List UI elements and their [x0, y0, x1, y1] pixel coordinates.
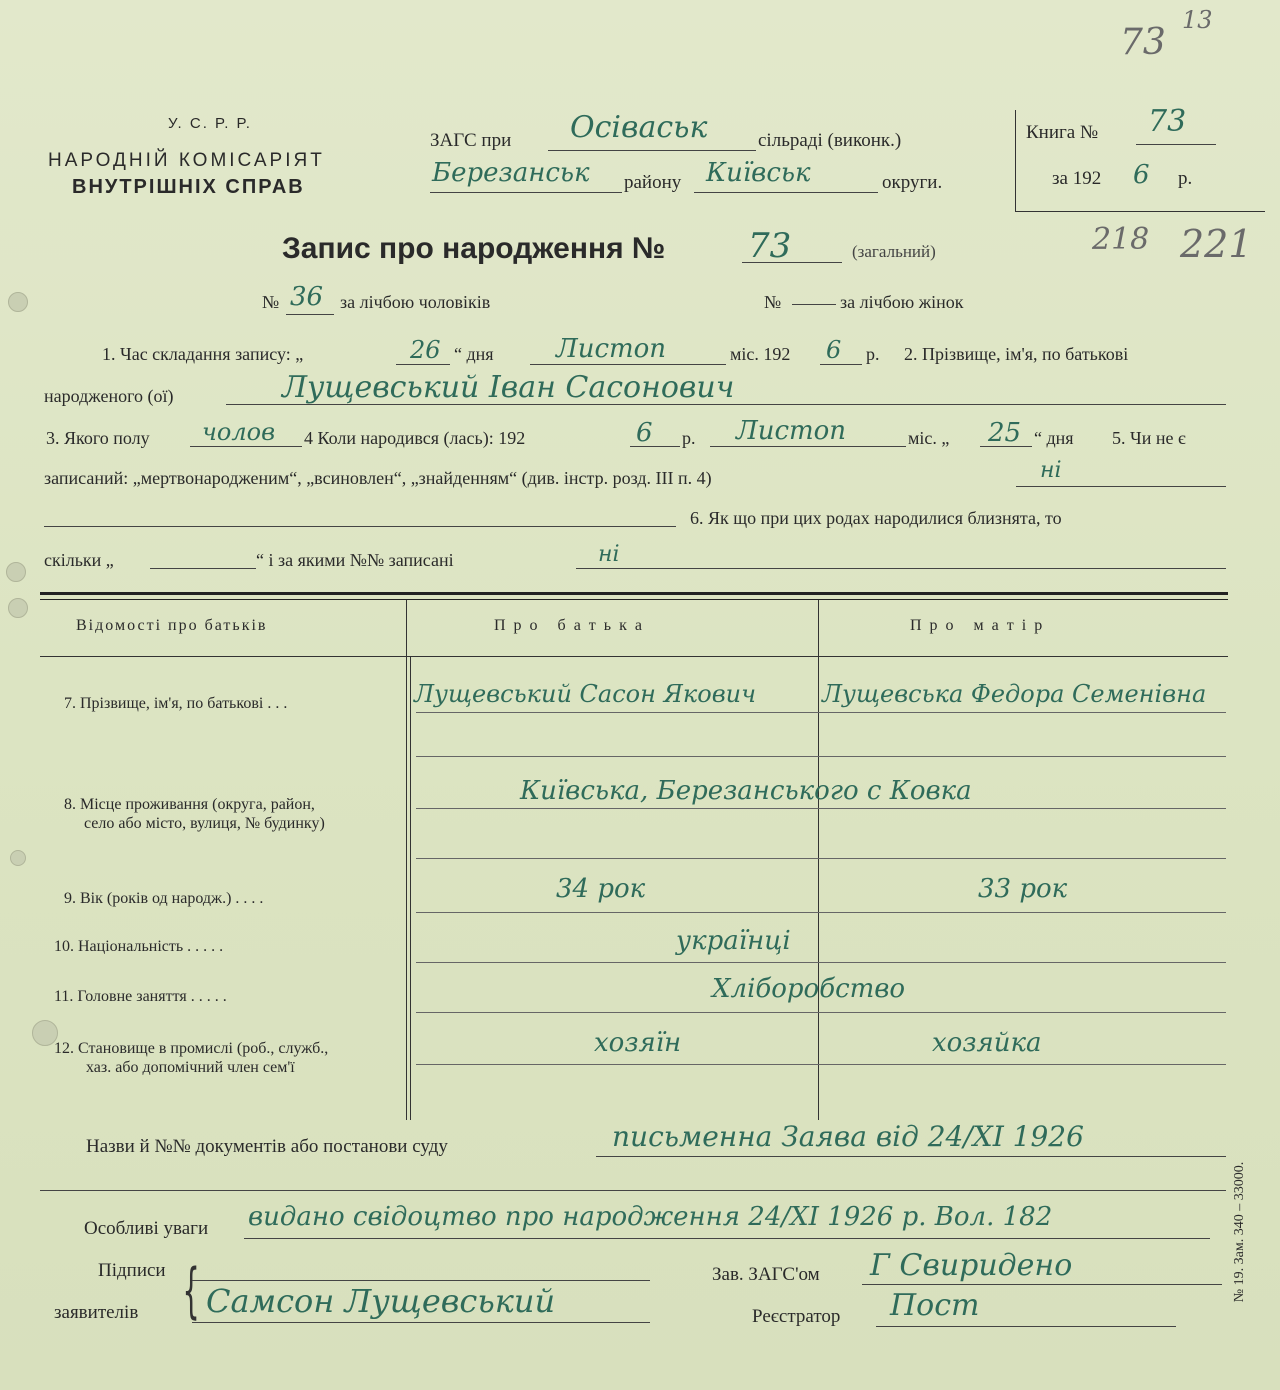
- table-top-rule: [40, 592, 1228, 595]
- table-top-rule: [40, 599, 1228, 600]
- record-number: 73: [748, 226, 792, 266]
- documents-line-2: [40, 1190, 1226, 1191]
- side-number-b: 221: [1180, 222, 1253, 266]
- record-title: Запис про народження №: [282, 232, 666, 265]
- birth-month-line: [710, 446, 906, 447]
- registrar-label: Реєстратор: [752, 1306, 841, 1327]
- row1-year-label: р.: [866, 344, 880, 364]
- women-count-prefix: №: [764, 292, 782, 312]
- row8-label-a: 8. Місце проживання (округа, район,: [64, 796, 315, 813]
- father-name: Лущевський Сасон Якович: [414, 680, 757, 708]
- signatures-label: Підписи: [98, 1260, 166, 1281]
- table-row-rule: [416, 858, 1226, 859]
- side-print: № 19. Зам. 340 – 33000.: [1232, 1161, 1247, 1303]
- women-count-label: за лічбою жінок: [840, 292, 964, 312]
- internal-affairs-label: ВНУТРІШНІХ СПРАВ: [72, 176, 305, 198]
- table-inner-divider: [410, 656, 411, 1120]
- book-year-suffix: р.: [1178, 168, 1193, 189]
- book-number-line: [1136, 144, 1216, 145]
- ussr-label: У. С. Р. Р.: [168, 115, 252, 132]
- row6b-label2: “ і за якими №№ записані: [256, 550, 454, 570]
- row6b-label1: скільки „: [44, 550, 114, 570]
- child-name: Лущевський Іван Сасонович: [282, 370, 735, 405]
- row5-label: 5. Чи не є: [1112, 428, 1186, 448]
- birth-year-label: р.: [682, 428, 696, 448]
- zags-prefix: ЗАГС при: [430, 130, 512, 151]
- table-header-parents: Відомості про батьків: [76, 617, 268, 634]
- punch-hole: [8, 598, 28, 618]
- child-sex-line: [190, 446, 302, 447]
- notes-label: Особливі уваги: [84, 1218, 209, 1239]
- father-age: 34 рок: [556, 874, 646, 904]
- birth-month-label: міс. „: [908, 428, 950, 448]
- zags-okrug-label: округи.: [882, 172, 943, 193]
- birth-day-line: [980, 446, 1032, 447]
- punch-hole: [8, 292, 28, 312]
- occupation: Хліборобство: [712, 974, 906, 1004]
- row12-label-b: хаз. або допомічний член сем'ї: [86, 1059, 295, 1076]
- table-row-rule: [416, 1012, 1226, 1013]
- row1-year: 6: [826, 336, 842, 364]
- row1-day-label: “ дня: [454, 344, 494, 364]
- row5b-label: записаний: „мертвонародженим“, „всиновлен“, „знайденням“ (див. інстр. розд. III п. 4): [44, 468, 712, 488]
- row3-label: 3. Якого полу: [46, 428, 150, 448]
- row10-label: 10. Національність . . . . .: [54, 938, 224, 955]
- birth-year-line: [630, 446, 680, 447]
- row11-label: 11. Головне заняття . . . . .: [54, 988, 227, 1005]
- zags-village-line: [548, 150, 756, 151]
- row5-line: [1016, 486, 1226, 487]
- nationality: українці: [676, 926, 791, 956]
- documents-line: [596, 1156, 1226, 1157]
- men-count-value: 36: [290, 282, 324, 312]
- mother-name: Лущевська Федора Семенівна: [822, 680, 1207, 708]
- row1-label: 1. Час складання запису: „: [102, 344, 304, 364]
- zags-head-label: Зав. ЗАГС'ом: [712, 1264, 820, 1285]
- applicants-label: заявителів: [54, 1302, 139, 1323]
- documents-value: письменна Заява від 24/XI 1926: [612, 1120, 1084, 1153]
- book-year-prefix: за 192: [1052, 168, 1102, 189]
- zags-okrug-line: [694, 192, 878, 193]
- birth-month: Листоп: [736, 416, 847, 446]
- row6-value: ні: [598, 542, 620, 567]
- punch-hole: [10, 850, 26, 866]
- men-count-line: [286, 314, 334, 315]
- row1-month: Листоп: [556, 334, 667, 364]
- applicant-sign-line-1: [192, 1280, 650, 1281]
- row7-label: 7. Прізвище, ім'я, по батькові . . .: [64, 695, 288, 712]
- notes-value: видано свідоцтво про народження 24/XI 1926 р. Вол. 182: [248, 1202, 1053, 1232]
- men-count-prefix: №: [262, 292, 280, 312]
- registrar-line: [876, 1326, 1176, 1327]
- birth-year: 6: [636, 418, 653, 448]
- table-column-divider: [818, 600, 819, 1120]
- book-year-digit: 6: [1133, 160, 1150, 190]
- child-sex: чолов: [202, 418, 276, 446]
- record-number-line: [742, 262, 842, 263]
- row6-label: 6. Як що при цих родах народилися близнята, то: [690, 508, 1062, 528]
- book-number: 73: [1148, 104, 1187, 139]
- signature-brace: {: [182, 1256, 200, 1326]
- zags-head-line: [862, 1284, 1222, 1285]
- mother-age: 33 рок: [978, 874, 1068, 904]
- book-box-border: [1015, 211, 1265, 212]
- zags-head-signature: Г Свиридено: [870, 1248, 1073, 1283]
- zags-rayon-line: [430, 192, 622, 193]
- corner-number-sup: 13: [1182, 6, 1213, 34]
- row1-year-line: [820, 364, 862, 365]
- residence: Київська, Березанського с Ковка: [520, 776, 972, 806]
- side-number-a: 218: [1092, 222, 1150, 257]
- row1-month-label: міс. 192: [730, 344, 791, 364]
- documents-label: Назви й №№ документів або постанови суду: [86, 1136, 448, 1157]
- row6-blank-line: [44, 526, 676, 527]
- table-row-rule: [416, 912, 1226, 913]
- row6-value-line: [576, 568, 1226, 569]
- men-count-label: за лічбою чоловіків: [340, 292, 491, 312]
- punch-hole: [6, 562, 26, 582]
- applicant-signature: Самсон Лущевський: [206, 1282, 556, 1320]
- table-row-rule: [416, 962, 1226, 963]
- row2-label: 2. Прізвище, ім'я, по батькові: [904, 344, 1129, 364]
- applicant-sign-line-2: [192, 1322, 650, 1323]
- table-column-divider: [406, 600, 407, 1120]
- notes-line: [244, 1238, 1210, 1239]
- zags-okrug: Київськ: [706, 158, 811, 188]
- twins-count-line: [150, 568, 256, 569]
- record-general-note: (загальний): [852, 242, 936, 261]
- row8-label-b: село або місто, вулиця, № будинку): [84, 815, 325, 832]
- registrar-signature: Пост: [890, 1288, 980, 1323]
- commissariat-label: НАРОДНІЙ КОМІСАРІЯТ: [48, 150, 325, 171]
- row1-month-line: [530, 364, 726, 365]
- table-row-rule: [416, 756, 1226, 757]
- corner-number: 73: [1120, 22, 1166, 63]
- row5-value: ні: [1040, 458, 1062, 483]
- child-name-line: [226, 404, 1226, 405]
- table-header-father: П р о б а т ь к а: [494, 617, 644, 634]
- table-row-rule: [416, 712, 1226, 713]
- father-status: хозяїн: [594, 1028, 682, 1058]
- table-header-mother: П р о м а т і р: [910, 617, 1045, 634]
- row4-label: 4 Коли народився (лась): 192: [304, 428, 526, 448]
- table-header-rule: [40, 656, 1228, 657]
- book-box-border: [1015, 110, 1016, 212]
- birth-day-label: “ дня: [1034, 428, 1074, 448]
- table-row-rule: [416, 1064, 1226, 1065]
- table-row-rule: [416, 808, 1226, 809]
- zags-village: Осіваськ: [570, 110, 708, 145]
- row1-day: 26: [410, 336, 441, 364]
- mother-status: хозяйка: [932, 1028, 1042, 1058]
- row1-day-line: [396, 364, 450, 365]
- book-label: Книга №: [1026, 122, 1099, 143]
- women-count-line: [792, 304, 836, 305]
- zags-rayon: Березанськ: [432, 158, 590, 188]
- row9-label: 9. Вік (років од народж.) . . . .: [64, 890, 264, 907]
- row2b-label: народженого (ої): [44, 386, 174, 406]
- row12-label-a: 12. Становище в промислі (роб., служб.,: [54, 1040, 329, 1057]
- zags-rayon-label: району: [624, 172, 682, 193]
- zags-suffix: сільраді (виконк.): [758, 130, 902, 151]
- birth-day: 25: [988, 418, 1022, 448]
